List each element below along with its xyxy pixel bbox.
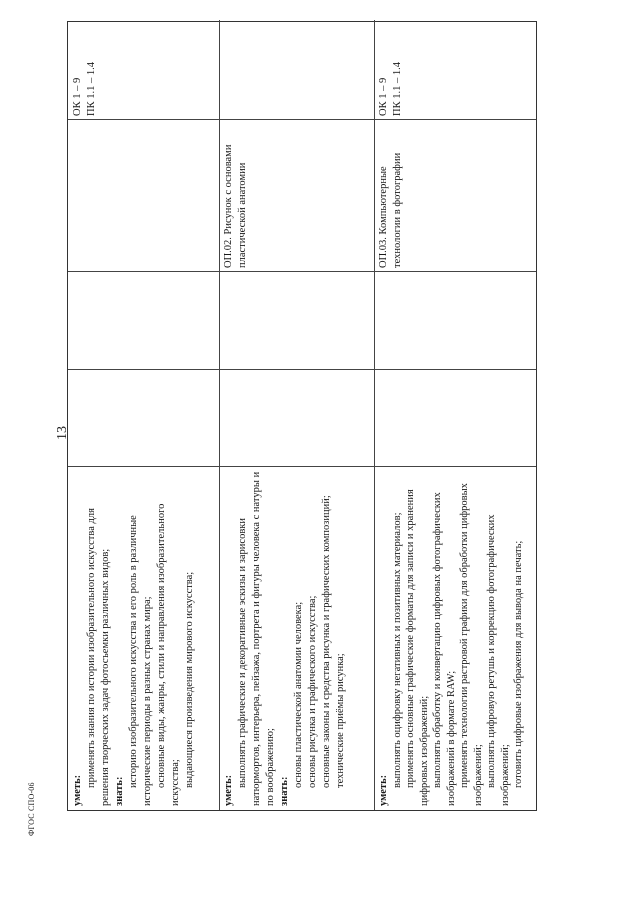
row-3-content — [374, 467, 538, 810]
knowledge-heading: знать: — [279, 776, 290, 806]
skill-line: применять технологии растровой графики для обработки цифровых изображений; — [459, 483, 484, 806]
row-1-competencies: ОК 1 – 9 ПК 1.1 – 1.4 — [72, 62, 97, 116]
page-number: 13 — [55, 426, 70, 440]
skill-line: выполнять оцифровку негативных и позитивных материалов; — [391, 512, 403, 788]
table-grid — [67, 21, 537, 811]
knowledge-line: технические приёмы рисунка; — [335, 653, 346, 788]
knowledge-line: основы рисунка и графического искусства; — [307, 595, 318, 788]
row-2-discipline: ОП.02. Рисунок с основами пластической анатомии — [223, 144, 248, 268]
skills-heading: уметь: — [72, 774, 83, 806]
skill-line: выполнять графические и декоративные эскизы и зарисовки натюрмортов, интерьера, пейзажа, портрета и фигуры человека с натуры и по воображению; — [237, 471, 276, 806]
row-1-content — [68, 467, 219, 810]
skill-line: применять основные графические форматы для записи и хранения цифровых изображений; — [405, 489, 430, 806]
knowledge-line: основные законы и средства рисунка и графических композиций; — [321, 495, 332, 788]
footer-standard: ФГОС СПО-06 — [27, 782, 36, 836]
skill-line: готовить цифровые изображения для вывода на печать; — [513, 540, 524, 788]
row-3-discipline: ОП.03. Компьютерные технологии в фотографии — [378, 152, 403, 268]
column-divider — [68, 369, 536, 370]
knowledge-heading: знать: — [114, 776, 125, 806]
row-1-discipline — [68, 120, 219, 272]
row-2-content — [219, 467, 374, 810]
knowledge-line: выдающиеся произведения мирового искусства; — [184, 571, 195, 788]
competency-table — [67, 21, 537, 811]
skills-heading: уметь: — [378, 774, 389, 806]
row-2-competencies — [219, 20, 374, 120]
skills-heading: уметь: — [223, 774, 234, 806]
row-3-competencies: ОК 1 – 9 ПК 1.1 – 1.4 — [378, 62, 403, 116]
skill-line: применять знания по истории изобразительного искусства для решения творческих задач фотосъемки различных видов; — [86, 508, 111, 806]
skill-line: выполнять обработку и конвертацию цифровых фотографических изображений в формате RAW; — [432, 492, 457, 806]
knowledge-line: основные виды, жанры, стили и направления изобразительного искусства; — [156, 503, 181, 806]
knowledge-line: основы пластической анатомии человека; — [293, 601, 304, 788]
knowledge-line: историю изобразительного искусства и его роль в различные исторические периоды в разных странах мира; — [128, 515, 153, 806]
skill-line: выполнять цифровую ретушь и коррекцию фотографических изображений; — [486, 514, 511, 806]
